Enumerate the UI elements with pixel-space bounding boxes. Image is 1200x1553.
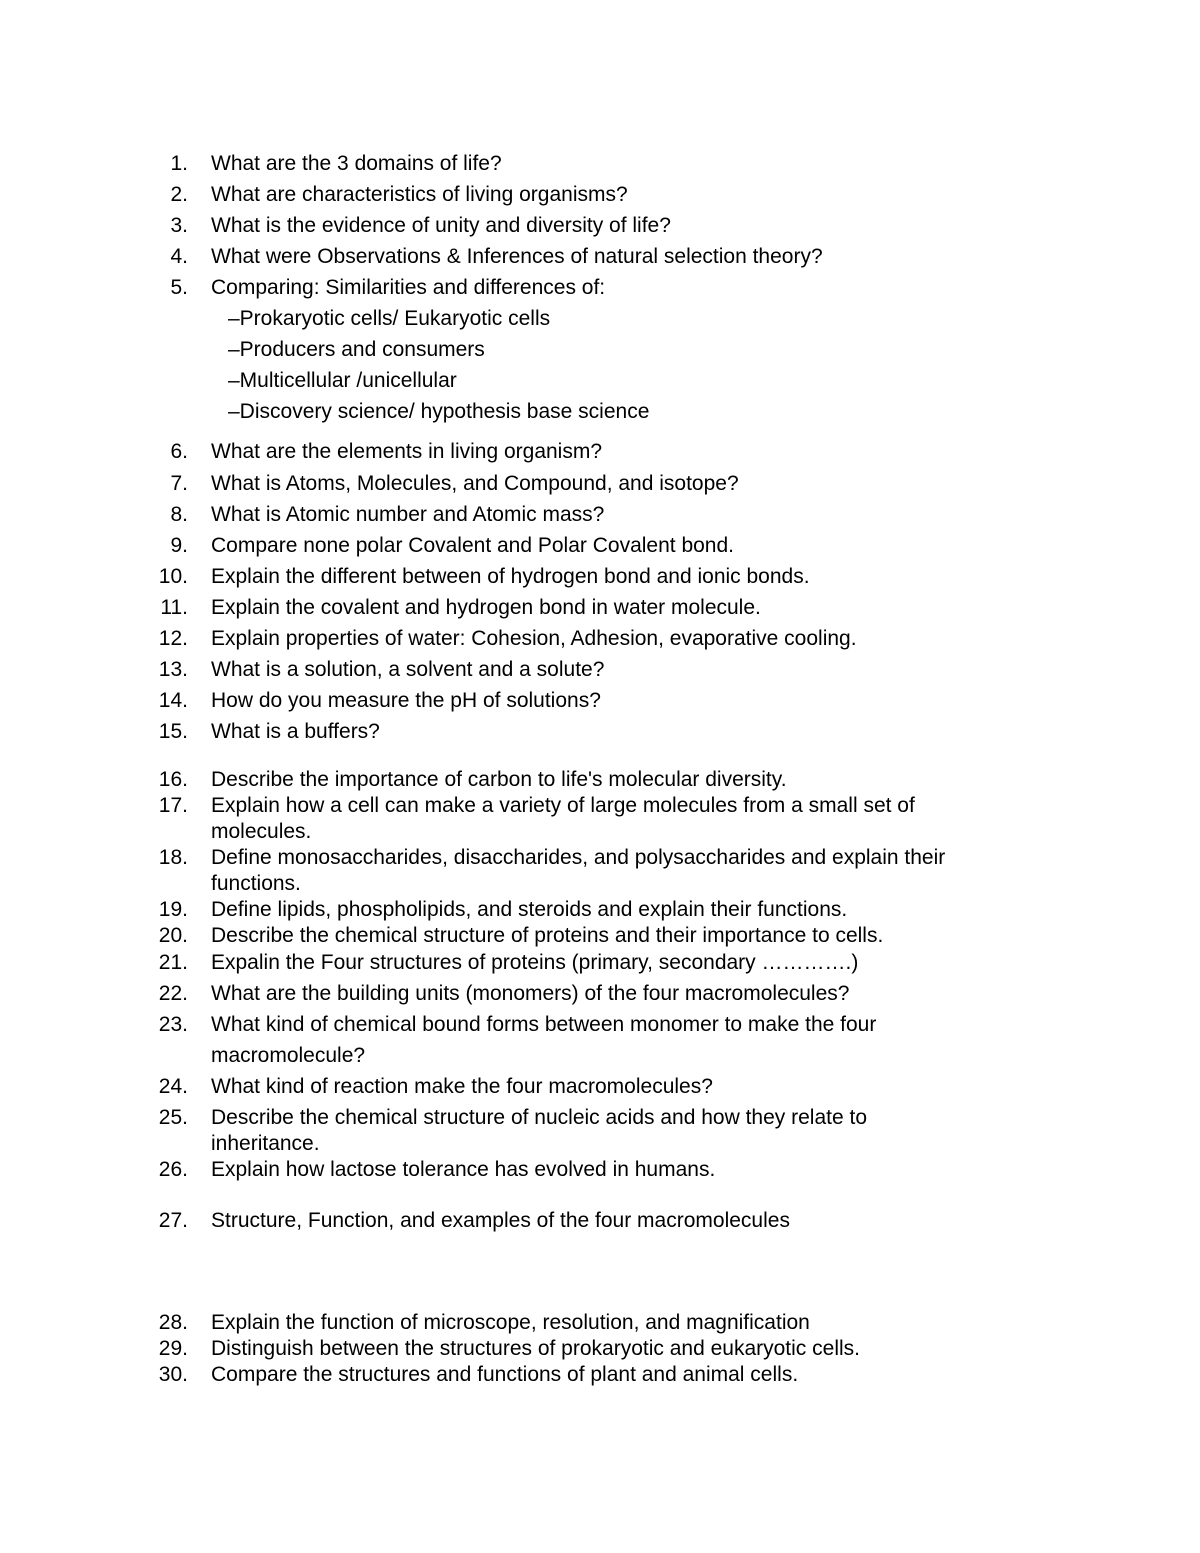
- question-number: 28.: [158, 1311, 188, 1334]
- comparison-item: –Discovery science/ hypothesis base science: [228, 400, 650, 423]
- question-text: What is Atoms, Molecules, and Compound, and isotope?: [211, 472, 739, 495]
- question-text: What is a solution, a solvent and a solute?: [211, 658, 605, 681]
- question-text: macromolecule?: [211, 1044, 366, 1067]
- question-text: What were Observations & Inferences of natural selection theory?: [211, 245, 823, 268]
- question-text: Describe the chemical structure of nucleic acids and how they relate to: [211, 1106, 867, 1129]
- question-number: 4.: [170, 245, 188, 268]
- question-number: 24.: [158, 1075, 188, 1098]
- question-text: functions.: [211, 872, 301, 895]
- question-text: Explain properties of water: Cohesion, Adhesion, evaporative cooling.: [211, 627, 857, 650]
- question-text: Explain the different between of hydrogen bond and ionic bonds.: [211, 565, 810, 588]
- question-number: 9.: [170, 534, 188, 557]
- question-text: Explain how lactose tolerance has evolved in humans.: [211, 1158, 716, 1181]
- question-text: What is Atomic number and Atomic mass?: [211, 503, 605, 526]
- question-number: 7.: [170, 472, 188, 495]
- question-text: Explain the covalent and hydrogen bond in water molecule.: [211, 596, 761, 619]
- question-number: 19.: [158, 898, 188, 921]
- question-text: What are characteristics of living organisms?: [211, 183, 628, 206]
- question-text: Describe the chemical structure of proteins and their importance to cells.: [211, 924, 884, 947]
- question-text: Comparing: Similarities and differences of:: [211, 276, 606, 299]
- question-number: 23.: [158, 1013, 188, 1036]
- question-number: 12.: [158, 627, 188, 650]
- question-text: What are the elements in living organism?: [211, 440, 603, 463]
- question-number: 25.: [158, 1106, 188, 1129]
- question-text: Compare the structures and functions of plant and animal cells.: [211, 1363, 799, 1386]
- question-number: 17.: [158, 794, 188, 817]
- question-number: 20.: [158, 924, 188, 947]
- question-number: 10.: [158, 565, 188, 588]
- question-text: Define monosaccharides, disaccharides, and polysaccharides and explain their: [211, 846, 946, 869]
- question-number: 27.: [158, 1209, 188, 1232]
- question-text: Structure, Function, and examples of the four macromolecules: [211, 1209, 790, 1232]
- question-number: 5.: [170, 276, 188, 299]
- comparison-item: –Prokaryotic cells/ Eukaryotic cells: [228, 307, 551, 330]
- question-number: 8.: [170, 503, 188, 526]
- question-text: Explain how a cell can make a variety of large molecules from a small set of: [211, 794, 915, 817]
- question-text: Describe the importance of carbon to life's molecular diversity.: [211, 768, 787, 791]
- question-number: 26.: [158, 1158, 188, 1181]
- question-text: Compare none polar Covalent and Polar Covalent bond.: [211, 534, 735, 557]
- question-number: 21.: [158, 951, 188, 974]
- question-text: What are the 3 domains of life?: [211, 152, 502, 175]
- question-text: What is a buffers?: [211, 720, 380, 743]
- question-number: 29.: [158, 1337, 188, 1360]
- question-number: 2.: [170, 183, 188, 206]
- question-text: What is the evidence of unity and diversity of life?: [211, 214, 671, 237]
- question-number: 11.: [160, 596, 188, 619]
- question-number: 16.: [158, 768, 188, 791]
- question-number: 30.: [158, 1363, 188, 1386]
- question-number: 1.: [170, 152, 188, 175]
- question-text: inheritance.: [211, 1132, 320, 1155]
- question-text: Explain the function of microscope, resolution, and magnification: [211, 1311, 810, 1334]
- question-text: Distinguish between the structures of prokaryotic and eukaryotic cells.: [211, 1337, 860, 1360]
- comparison-item: –Producers and consumers: [228, 338, 485, 361]
- question-number: 14.: [158, 689, 188, 712]
- question-text: molecules.: [211, 820, 312, 843]
- question-number: 6.: [170, 440, 188, 463]
- question-text: How do you measure the pH of solutions?: [211, 689, 601, 712]
- question-number: 18.: [158, 846, 188, 869]
- question-number: 15.: [158, 720, 188, 743]
- question-text: What kind of reaction make the four macromolecules?: [211, 1075, 713, 1098]
- question-text: Define lipids, phospholipids, and steroids and explain their functions.: [211, 898, 848, 921]
- question-text: What kind of chemical bound forms between monomer to make the four: [211, 1013, 877, 1036]
- question-text: What are the building units (monomers) of the four macromolecules?: [211, 982, 850, 1005]
- comparison-item: –Multicellular /unicellular: [228, 369, 457, 392]
- question-number: 3.: [170, 214, 188, 237]
- question-number: 13.: [158, 658, 188, 681]
- question-text: Expalin the Four structures of proteins (primary, secondary ………….): [211, 951, 859, 974]
- question-number: 22.: [158, 982, 188, 1005]
